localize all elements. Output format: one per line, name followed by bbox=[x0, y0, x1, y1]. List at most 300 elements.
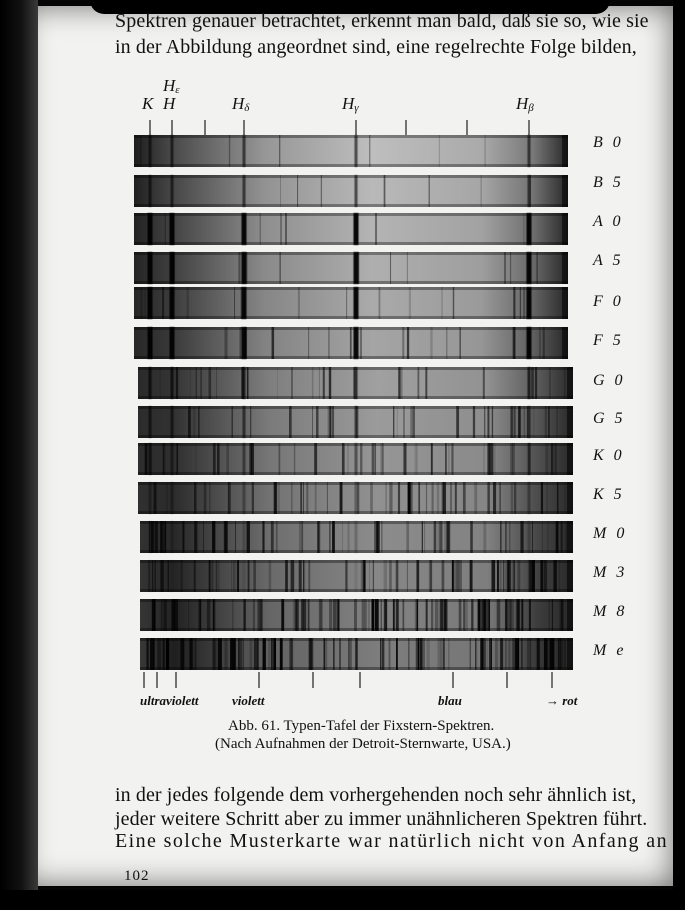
absorption-line bbox=[300, 482, 302, 514]
spectrum-end bbox=[562, 213, 568, 245]
absorption-line bbox=[545, 406, 547, 438]
absorption-line bbox=[145, 443, 148, 475]
absorption-line bbox=[299, 560, 302, 592]
class-label-b5: B 5 bbox=[593, 174, 624, 191]
absorption-line bbox=[241, 367, 243, 399]
absorption-line-balmer bbox=[355, 482, 358, 514]
absorption-line bbox=[475, 638, 476, 670]
absorption-line bbox=[233, 599, 234, 631]
absorption-line bbox=[188, 599, 189, 631]
absorption-line bbox=[233, 638, 236, 670]
absorption-line bbox=[470, 638, 471, 670]
spectrum-edge bbox=[134, 252, 568, 255]
absorption-line bbox=[437, 521, 439, 553]
absorption-line bbox=[514, 482, 516, 514]
absorption-line bbox=[417, 367, 419, 399]
absorption-line bbox=[487, 443, 489, 475]
spectrum-strip bbox=[140, 521, 573, 553]
absorption-line bbox=[245, 327, 247, 359]
absorption-line bbox=[540, 560, 543, 592]
absorption-line bbox=[423, 638, 425, 670]
absorption-line bbox=[253, 560, 256, 592]
spectrum-end bbox=[567, 367, 573, 399]
absorption-line bbox=[226, 327, 228, 359]
absorption-line bbox=[247, 367, 249, 399]
absorption-line bbox=[558, 638, 562, 670]
absorption-line bbox=[409, 287, 411, 319]
absorption-line bbox=[350, 327, 352, 359]
absorption-line bbox=[355, 638, 357, 670]
absorption-line bbox=[400, 367, 403, 399]
class-label-me: M e bbox=[593, 642, 627, 659]
absorption-line bbox=[505, 638, 506, 670]
absorption-line bbox=[430, 327, 432, 359]
absorption-line bbox=[203, 521, 204, 553]
absorption-line bbox=[141, 287, 143, 319]
absorption-line bbox=[173, 252, 175, 284]
absorption-line bbox=[476, 638, 477, 670]
absorption-line bbox=[527, 406, 528, 438]
absorption-line bbox=[196, 521, 197, 553]
absorption-line bbox=[487, 406, 489, 438]
absorption-line bbox=[500, 521, 501, 553]
absorption-line bbox=[291, 367, 292, 399]
absorption-line bbox=[339, 638, 341, 670]
absorption-line bbox=[509, 521, 510, 553]
absorption-line bbox=[543, 327, 545, 359]
absorption-line bbox=[278, 482, 279, 514]
absorption-line bbox=[237, 560, 239, 592]
absorption-line bbox=[239, 327, 241, 359]
absorption-line bbox=[216, 638, 217, 670]
absorption-line bbox=[208, 367, 211, 399]
absorption-line bbox=[536, 252, 537, 284]
spectrum-end bbox=[567, 482, 573, 514]
absorption-line-balmer bbox=[149, 367, 152, 399]
absorption-line bbox=[320, 599, 322, 631]
spectrum-end bbox=[562, 135, 568, 167]
absorption-line-balmer bbox=[170, 327, 175, 359]
absorption-line bbox=[204, 482, 207, 514]
absorption-line bbox=[505, 560, 507, 592]
absorption-line bbox=[524, 406, 525, 438]
spectrum-edge bbox=[134, 281, 568, 284]
absorption-line bbox=[510, 443, 513, 475]
class-label-k5: K 5 bbox=[593, 486, 625, 503]
spectrum-edge bbox=[134, 135, 568, 138]
absorption-line-balmer bbox=[171, 175, 174, 207]
spectrum-strip bbox=[134, 287, 568, 319]
absorption-line bbox=[441, 521, 442, 553]
absorption-line bbox=[554, 443, 556, 475]
absorption-line bbox=[505, 599, 506, 631]
absorption-line bbox=[329, 367, 331, 399]
absorption-line bbox=[413, 406, 415, 438]
absorption-line bbox=[565, 482, 566, 514]
absorption-line bbox=[437, 482, 439, 514]
absorption-line bbox=[445, 443, 446, 475]
absorption-line bbox=[176, 367, 178, 399]
absorption-line bbox=[470, 521, 473, 553]
absorption-line bbox=[407, 560, 408, 592]
absorption-line bbox=[172, 599, 176, 631]
absorption-line bbox=[212, 599, 215, 631]
absorption-line bbox=[523, 521, 524, 553]
class-label-g0: G 0 bbox=[593, 372, 626, 389]
absorption-line bbox=[257, 638, 259, 670]
absorption-line bbox=[294, 443, 295, 475]
spectrum-strip bbox=[134, 213, 568, 245]
absorption-line bbox=[329, 521, 330, 553]
absorption-line bbox=[217, 443, 220, 475]
absorption-line bbox=[484, 443, 485, 475]
absorption-line bbox=[180, 560, 181, 592]
absorption-line bbox=[489, 638, 491, 670]
absorption-line bbox=[165, 521, 166, 553]
absorption-line bbox=[195, 482, 196, 514]
absorption-line bbox=[381, 521, 382, 553]
absorption-line bbox=[448, 638, 450, 670]
spectrum-strip bbox=[134, 252, 568, 284]
absorption-line bbox=[471, 599, 473, 631]
absorption-line bbox=[426, 599, 428, 631]
absorption-line bbox=[432, 482, 434, 514]
absorption-line bbox=[518, 406, 521, 438]
spectrum-band bbox=[134, 175, 568, 207]
absorption-line-balmer bbox=[527, 287, 532, 319]
absorption-line bbox=[529, 599, 531, 631]
absorption-line-balmer bbox=[528, 482, 531, 514]
absorption-line bbox=[548, 521, 549, 553]
spectrum-end bbox=[567, 599, 573, 631]
absorption-line bbox=[407, 327, 409, 359]
absorption-line bbox=[269, 560, 272, 592]
absorption-line bbox=[384, 599, 385, 631]
absorption-line bbox=[160, 521, 162, 553]
absorption-line bbox=[460, 327, 461, 359]
absorption-line bbox=[216, 367, 217, 399]
absorption-line bbox=[232, 406, 233, 438]
absorption-line bbox=[456, 406, 459, 438]
absorption-line-balmer bbox=[355, 135, 358, 167]
absorption-line bbox=[362, 599, 366, 631]
absorption-line bbox=[503, 560, 504, 592]
absorption-line bbox=[514, 327, 516, 359]
absorption-line bbox=[396, 560, 399, 592]
absorption-line bbox=[356, 406, 359, 438]
line-label-h-gamma: Hγ bbox=[342, 94, 359, 114]
absorption-line bbox=[188, 406, 191, 438]
absorption-line-balmer bbox=[148, 213, 153, 245]
absorption-line-balmer bbox=[527, 327, 532, 359]
absorption-line bbox=[369, 560, 370, 592]
absorption-line bbox=[529, 560, 530, 592]
absorption-line bbox=[201, 367, 202, 399]
absorption-line bbox=[166, 638, 169, 670]
absorption-line bbox=[163, 599, 166, 631]
absorption-line bbox=[180, 638, 184, 670]
absorption-line bbox=[312, 367, 313, 399]
spectrum-band bbox=[134, 213, 568, 245]
class-label-f5: F 5 bbox=[593, 332, 624, 349]
absorption-line bbox=[537, 638, 540, 670]
line-label-h-epsilon: Hε bbox=[163, 76, 180, 96]
absorption-line bbox=[510, 252, 511, 284]
absorption-line-balmer bbox=[149, 175, 152, 207]
absorption-line bbox=[271, 638, 273, 670]
region-label-violet: violett bbox=[232, 693, 265, 708]
absorption-line bbox=[459, 560, 462, 592]
absorption-line-balmer bbox=[243, 135, 246, 167]
region-label-blue: blau bbox=[438, 693, 462, 708]
absorption-line bbox=[483, 521, 486, 553]
absorption-line bbox=[357, 482, 359, 514]
absorption-line-balmer bbox=[243, 482, 246, 514]
region-label-ultraviolet: ultraviolett bbox=[140, 693, 199, 708]
absorption-line bbox=[301, 599, 304, 631]
absorption-line bbox=[328, 406, 330, 438]
absorption-line bbox=[308, 560, 310, 592]
absorption-line bbox=[389, 638, 391, 670]
absorption-line bbox=[177, 443, 178, 475]
absorption-line bbox=[329, 599, 332, 631]
top-tick-marks bbox=[150, 120, 529, 135]
absorption-line bbox=[455, 482, 457, 514]
absorption-line bbox=[280, 252, 281, 284]
absorption-line bbox=[308, 327, 309, 359]
absorption-line bbox=[416, 638, 419, 670]
absorption-line bbox=[329, 406, 331, 438]
absorption-line-balmer bbox=[243, 521, 246, 553]
absorption-line bbox=[165, 213, 166, 245]
absorption-line bbox=[397, 406, 398, 438]
absorption-line bbox=[238, 638, 242, 670]
absorption-line bbox=[340, 482, 343, 514]
absorption-line bbox=[303, 482, 304, 514]
absorption-line bbox=[551, 638, 554, 670]
absorption-line bbox=[247, 521, 250, 553]
absorption-line bbox=[556, 406, 557, 438]
absorption-line bbox=[463, 482, 466, 514]
spectrum-strip bbox=[138, 482, 573, 514]
absorption-line bbox=[285, 560, 288, 592]
absorption-line bbox=[406, 521, 409, 553]
absorption-line bbox=[347, 521, 349, 553]
absorption-line bbox=[483, 367, 485, 399]
spectrum-end bbox=[567, 521, 573, 553]
absorption-line bbox=[277, 367, 278, 399]
absorption-line bbox=[149, 443, 152, 475]
absorption-line bbox=[510, 599, 512, 631]
absorption-line bbox=[369, 135, 370, 167]
absorption-line bbox=[158, 638, 161, 670]
absorption-line bbox=[293, 599, 295, 631]
absorption-line bbox=[424, 521, 425, 553]
absorption-line bbox=[302, 521, 304, 553]
absorption-line bbox=[348, 638, 349, 670]
spectrum-strip bbox=[134, 135, 568, 167]
absorption-line bbox=[384, 175, 386, 207]
absorption-line bbox=[441, 638, 444, 670]
absorption-line-balmer bbox=[171, 406, 174, 438]
absorption-line bbox=[146, 638, 148, 670]
absorption-line bbox=[291, 482, 293, 514]
absorption-line bbox=[140, 135, 142, 167]
absorption-line bbox=[251, 443, 254, 475]
absorption-line bbox=[398, 482, 400, 514]
absorption-line bbox=[403, 443, 406, 475]
absorption-line bbox=[269, 638, 270, 670]
absorption-line bbox=[514, 560, 515, 592]
absorption-line bbox=[280, 213, 281, 245]
absorption-line bbox=[381, 443, 382, 475]
absorption-line bbox=[155, 521, 158, 553]
absorption-line bbox=[151, 327, 152, 359]
absorption-line-balmer bbox=[149, 135, 152, 167]
absorption-line bbox=[500, 482, 501, 514]
absorption-line bbox=[504, 252, 506, 284]
absorption-line bbox=[289, 406, 292, 438]
absorption-line bbox=[321, 175, 322, 207]
absorption-line bbox=[149, 560, 150, 592]
absorption-line bbox=[492, 406, 493, 438]
absorption-line bbox=[530, 175, 531, 207]
spectrum-end bbox=[567, 443, 573, 475]
absorption-line bbox=[539, 327, 541, 359]
absorption-line-balmer bbox=[171, 367, 174, 399]
spectrum-end bbox=[567, 406, 573, 438]
absorption-line bbox=[342, 521, 343, 553]
absorption-line bbox=[435, 599, 439, 631]
absorption-line bbox=[228, 482, 229, 514]
absorption-line bbox=[441, 560, 444, 592]
absorption-line bbox=[190, 367, 191, 399]
absorption-line bbox=[516, 599, 517, 631]
absorption-line bbox=[356, 599, 357, 631]
line-label-h-beta: Hβ bbox=[516, 94, 534, 114]
absorption-line bbox=[231, 560, 232, 592]
absorption-line bbox=[557, 482, 558, 514]
spectrum-end bbox=[562, 252, 568, 284]
absorption-line bbox=[520, 287, 521, 319]
absorption-line bbox=[297, 175, 298, 207]
absorption-line bbox=[403, 599, 405, 631]
spectrum-strip bbox=[138, 443, 573, 475]
absorption-line bbox=[280, 638, 283, 670]
line-label-h-delta: Hδ bbox=[232, 94, 250, 114]
absorption-line bbox=[549, 599, 550, 631]
absorption-line bbox=[233, 560, 236, 592]
absorption-line bbox=[272, 327, 275, 359]
absorption-line bbox=[500, 638, 503, 670]
absorption-line bbox=[556, 521, 559, 553]
absorption-line bbox=[396, 638, 397, 670]
absorption-line-balmer bbox=[354, 252, 359, 284]
absorption-line bbox=[382, 443, 384, 475]
absorption-line bbox=[303, 560, 304, 592]
absorption-line bbox=[193, 406, 195, 438]
absorption-line bbox=[486, 638, 488, 670]
absorption-line bbox=[459, 599, 462, 631]
spectrum-strips bbox=[134, 135, 573, 670]
absorption-line bbox=[493, 482, 496, 514]
absorption-line bbox=[531, 367, 534, 399]
absorption-line bbox=[408, 638, 410, 670]
absorption-line bbox=[530, 638, 531, 670]
absorption-line bbox=[535, 367, 537, 399]
absorption-line-balmer bbox=[242, 213, 247, 245]
absorption-line bbox=[230, 638, 232, 670]
absorption-line bbox=[416, 560, 419, 592]
absorption-line bbox=[508, 560, 511, 592]
absorption-line-balmer bbox=[149, 406, 152, 438]
body-text-line-3: in der jedes folgende dem vorhergehenden noch sehr ähnlich ist, bbox=[115, 784, 637, 806]
absorption-line-balmer bbox=[171, 482, 174, 514]
absorption-line bbox=[211, 560, 213, 592]
spectrum-strip bbox=[140, 638, 573, 670]
absorption-line-balmer bbox=[170, 213, 175, 245]
absorption-line bbox=[547, 560, 548, 592]
absorption-line bbox=[316, 406, 318, 438]
absorption-line bbox=[161, 599, 163, 631]
absorption-line bbox=[198, 599, 200, 631]
absorption-line-balmer bbox=[243, 175, 246, 207]
absorption-line bbox=[194, 560, 196, 592]
bottom-tick-marks bbox=[144, 672, 552, 688]
spectrum-end bbox=[567, 638, 573, 670]
absorption-line bbox=[212, 638, 215, 670]
absorption-line bbox=[456, 560, 459, 592]
absorption-line-balmer bbox=[171, 521, 174, 553]
region-label-red: → rot bbox=[546, 693, 578, 708]
absorption-line bbox=[521, 599, 523, 631]
absorption-line bbox=[441, 287, 442, 319]
absorption-line bbox=[342, 443, 345, 475]
absorption-line bbox=[218, 638, 222, 670]
absorption-line bbox=[262, 521, 264, 553]
absorption-line bbox=[451, 443, 453, 475]
body-text-line-4: jeder weitere Schritt aber zu immer unähnlicheren Spektren führt. bbox=[115, 808, 648, 830]
class-label-b0: B 0 bbox=[593, 134, 624, 151]
absorption-line bbox=[291, 638, 293, 670]
absorption-line bbox=[209, 482, 210, 514]
absorption-line-balmer bbox=[171, 135, 174, 167]
absorption-line bbox=[253, 599, 255, 631]
absorption-line-balmer bbox=[149, 482, 152, 514]
absorption-line bbox=[511, 482, 513, 514]
absorption-line bbox=[163, 443, 166, 475]
spectrum-end bbox=[567, 560, 573, 592]
absorption-line bbox=[345, 560, 347, 592]
absorption-line bbox=[347, 443, 348, 475]
absorption-line bbox=[375, 213, 377, 245]
absorption-line bbox=[534, 406, 535, 438]
absorption-line-balmer bbox=[355, 175, 358, 207]
absorption-line bbox=[402, 327, 404, 359]
absorption-line bbox=[429, 175, 430, 207]
absorption-line-balmer bbox=[355, 521, 358, 553]
absorption-line bbox=[561, 521, 563, 553]
absorption-line bbox=[547, 638, 551, 670]
absorption-line bbox=[160, 560, 163, 592]
absorption-line bbox=[463, 599, 464, 631]
absorption-line bbox=[276, 521, 278, 553]
absorption-line bbox=[514, 406, 515, 438]
absorption-line bbox=[512, 599, 514, 631]
absorption-line-balmer bbox=[527, 213, 532, 245]
absorption-line bbox=[353, 367, 355, 399]
absorption-line bbox=[415, 443, 416, 475]
